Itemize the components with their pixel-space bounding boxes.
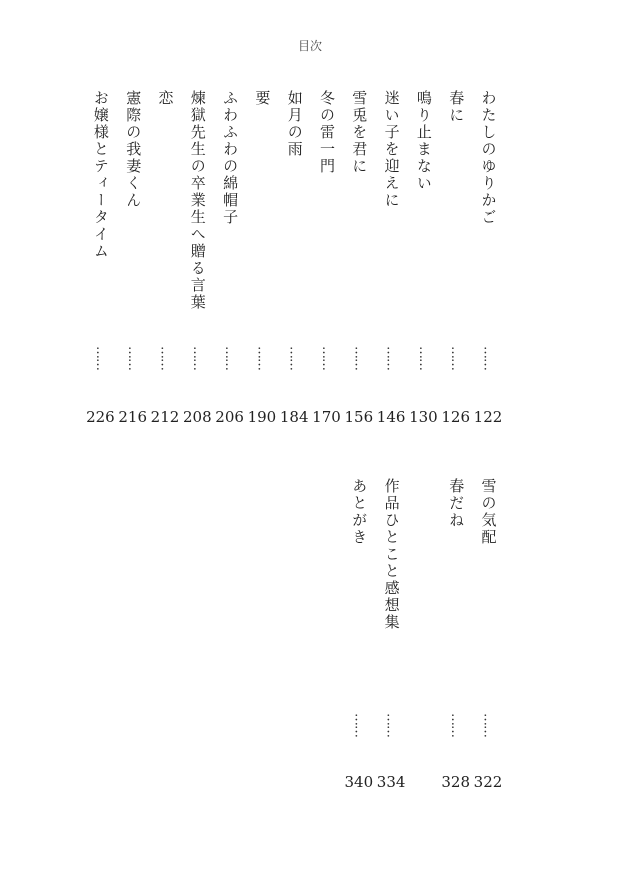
toc-entry-title: 作品ひとこと感想集 xyxy=(382,478,401,631)
toc-leader-dots: …… xyxy=(189,346,205,370)
toc-entry-page: 126 xyxy=(441,408,471,426)
toc-entry-page: 156 xyxy=(344,408,374,426)
toc-leader-dots: …… xyxy=(319,346,334,370)
toc-entry-title: 要 xyxy=(253,90,272,107)
toc-entry[interactable] xyxy=(343,478,375,790)
toc-leader-dots: …… xyxy=(351,346,367,370)
toc-leader-dots: …… xyxy=(480,346,496,370)
toc-entry[interactable] xyxy=(472,478,504,790)
toc-entry-title: 春に xyxy=(447,90,466,124)
toc-entry[interactable] xyxy=(84,90,116,425)
toc-entry-page: 122 xyxy=(473,408,503,426)
toc-leader-dots: …… xyxy=(415,346,431,370)
toc-leader-dots: …… xyxy=(254,346,270,370)
toc-entry-title: 如月の雨 xyxy=(285,90,304,158)
toc-entry-title: 煉獄先生の卒業生へ贈る言葉 xyxy=(188,90,207,311)
toc-entry-page: 216 xyxy=(118,408,148,426)
toc-leader-dots: …… xyxy=(286,346,302,370)
toc-entry-page: 322 xyxy=(473,773,503,791)
toc-entry[interactable] xyxy=(472,90,504,425)
toc-entry-title: 憲際の我妻くん xyxy=(124,90,143,209)
toc-entry[interactable] xyxy=(278,90,310,425)
toc-entry-page: 170 xyxy=(312,408,341,426)
toc-entry[interactable] xyxy=(440,478,472,790)
toc-entry[interactable] xyxy=(149,90,181,425)
toc-entry-title: 迷い子を迎えに xyxy=(382,90,401,209)
toc-entry-title: お嬢様とティータイム xyxy=(91,90,110,260)
toc-entry-page: 340 xyxy=(344,773,374,791)
toc-entry-title: わたしのゆりかご xyxy=(479,90,498,226)
toc-leader-dots: …… xyxy=(92,346,108,370)
toc-entry[interactable] xyxy=(343,90,375,425)
toc-entry-page: 208 xyxy=(182,408,212,426)
toc-leader-dots: …… xyxy=(383,346,399,370)
toc-entry-page: 334 xyxy=(376,773,406,791)
toc-entry-page: 328 xyxy=(441,773,471,791)
toc-entry-title: 雪の気配 xyxy=(479,478,498,546)
toc-entry-page: 206 xyxy=(215,408,244,426)
toc-entry-page: 226 xyxy=(86,408,115,426)
toc-entry-title: 鳴り止まない xyxy=(414,90,433,192)
toc-leader-dots: …… xyxy=(383,713,399,737)
toc-entry-title: 冬の雷一門 xyxy=(318,90,336,175)
toc-entry[interactable] xyxy=(375,478,407,790)
toc-entry[interactable] xyxy=(246,90,278,425)
page-title: 目次 xyxy=(297,39,322,53)
toc-leader-dots: …… xyxy=(222,346,238,370)
toc-main xyxy=(0,90,620,425)
toc-entry-title: ふわふわの綿帽子 xyxy=(221,90,240,226)
toc-extra xyxy=(0,478,620,790)
toc-entry[interactable] xyxy=(407,90,439,425)
toc-entry-title: 恋 xyxy=(156,90,175,107)
toc-entry-page: 130 xyxy=(409,408,438,426)
toc-entry[interactable] xyxy=(181,90,213,425)
toc-entry[interactable] xyxy=(214,90,246,425)
toc-entry[interactable] xyxy=(407,478,439,790)
toc-entry[interactable] xyxy=(440,90,472,425)
toc-leader-dots: …… xyxy=(125,346,141,370)
toc-leader-dots: …… xyxy=(480,713,496,737)
toc-leader-dots: …… xyxy=(351,713,367,737)
toc-entry[interactable] xyxy=(375,90,407,425)
toc-entry-title: 雪兎を君に xyxy=(350,90,369,175)
toc-entry-title: あとがき xyxy=(350,478,369,546)
toc-entry-page: 184 xyxy=(279,408,309,426)
toc-entry-title: 春だね xyxy=(447,478,466,529)
toc-leader-dots: …… xyxy=(448,713,464,737)
toc-entry[interactable] xyxy=(117,90,149,425)
toc-entry-page: 146 xyxy=(376,408,406,426)
toc-leader-dots: …… xyxy=(448,346,464,370)
toc-entry-page: 190 xyxy=(247,408,277,426)
toc-entry[interactable] xyxy=(311,90,343,425)
toc-leader-dots: …… xyxy=(157,346,173,370)
toc-entry-page: 212 xyxy=(150,408,180,426)
